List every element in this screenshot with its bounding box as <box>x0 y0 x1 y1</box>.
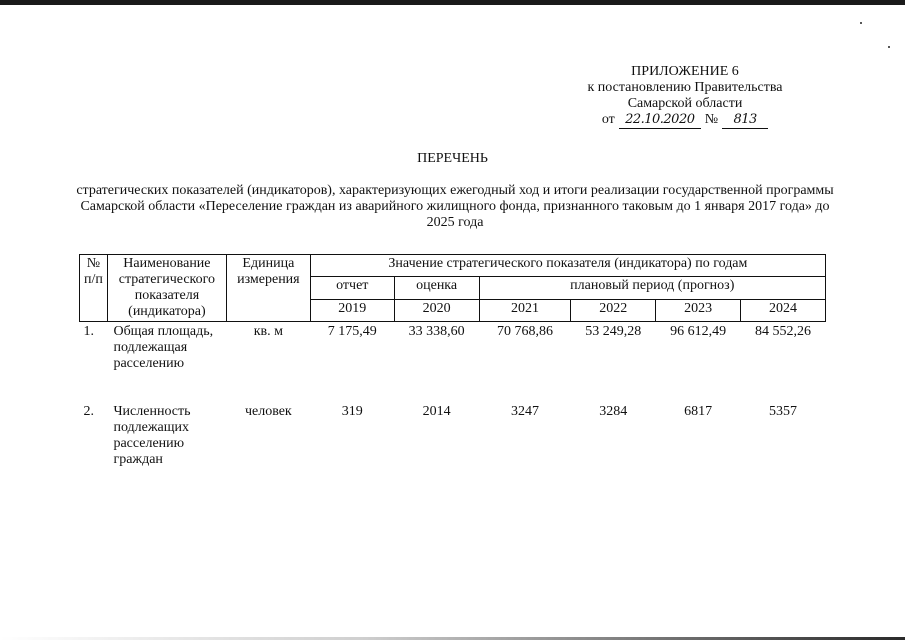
row-spacer <box>80 374 826 402</box>
handwritten-date: 22.10.2020 <box>619 112 701 129</box>
row-value-2022: 53 249,28 <box>585 324 642 339</box>
from-label: от <box>601 112 615 127</box>
row-value-2019: 7 175,49 <box>327 324 377 339</box>
header-estimate: оценка <box>394 277 479 299</box>
header-year-2020: 2020 <box>394 299 479 321</box>
header-year-2024: 2024 <box>741 299 826 321</box>
row-number: 2. <box>83 404 94 419</box>
scan-speck <box>888 46 890 48</box>
row-value-2023: 6817 <box>684 404 713 419</box>
header-name: Наименование стратегического показателя (индикатора) <box>107 255 226 322</box>
header-unit: Единица измерения <box>226 255 310 322</box>
row-value-2022: 3284 <box>599 404 628 419</box>
table-row <box>80 322 826 375</box>
row-value-2019: 319 <box>341 404 363 419</box>
row-value-2024: 5357 <box>769 404 798 419</box>
header-no: № п/п <box>80 255 108 322</box>
row-value-2021: 3247 <box>510 404 539 419</box>
appendix-line-2: к постановлению Правительства <box>587 80 783 95</box>
row-unit: человек <box>244 404 292 419</box>
row-unit: кв. м <box>253 324 283 339</box>
row-indicator-name: Общая площадь, подлежащая расселению <box>113 324 214 371</box>
scan-speck <box>860 22 862 24</box>
table-row <box>80 402 826 470</box>
header-year-2019: 2019 <box>310 299 394 321</box>
appendix-block <box>560 64 810 129</box>
indicators-table <box>79 254 826 470</box>
row-value-2021: 70 768,86 <box>496 324 553 339</box>
header-plan-group: плановый период (прогноз) <box>479 277 825 299</box>
document-subtitle: стратегических показателей (индикаторов), характеризующих ежегодный ход и итоги реализации государственной программы Самарской области «Переселение граждан из аварийного жилищного фонда, признанного таковым до 1 января 2017 года» до 2025 года <box>76 183 834 230</box>
header-year-2023: 2023 <box>656 299 741 321</box>
row-value-2023: 96 612,49 <box>670 324 727 339</box>
row-value-2020: 2014 <box>422 404 451 419</box>
handwritten-number: 813 <box>722 112 768 129</box>
row-value-2024: 84 552,26 <box>755 324 812 339</box>
header-year-2022: 2022 <box>571 299 656 321</box>
header-year-2021: 2021 <box>479 299 571 321</box>
appendix-date-number-line <box>602 112 768 129</box>
row-number: 1. <box>83 324 94 339</box>
appendix-title: ПРИЛОЖЕНИЕ 6 <box>631 64 739 79</box>
row-indicator-name: Численность подлежащих расселению граждан <box>113 404 191 467</box>
row-value-2020: 33 338,60 <box>408 324 465 339</box>
header-values-group: Значение стратегического показателя (индикатора) по годам <box>310 255 825 277</box>
appendix-line-3: Самарской области <box>627 96 743 111</box>
document-title: ПЕРЕЧЕНЬ <box>417 151 488 166</box>
number-label: № <box>704 112 719 127</box>
top-scan-border <box>0 0 905 5</box>
header-report: отчет <box>310 277 394 299</box>
